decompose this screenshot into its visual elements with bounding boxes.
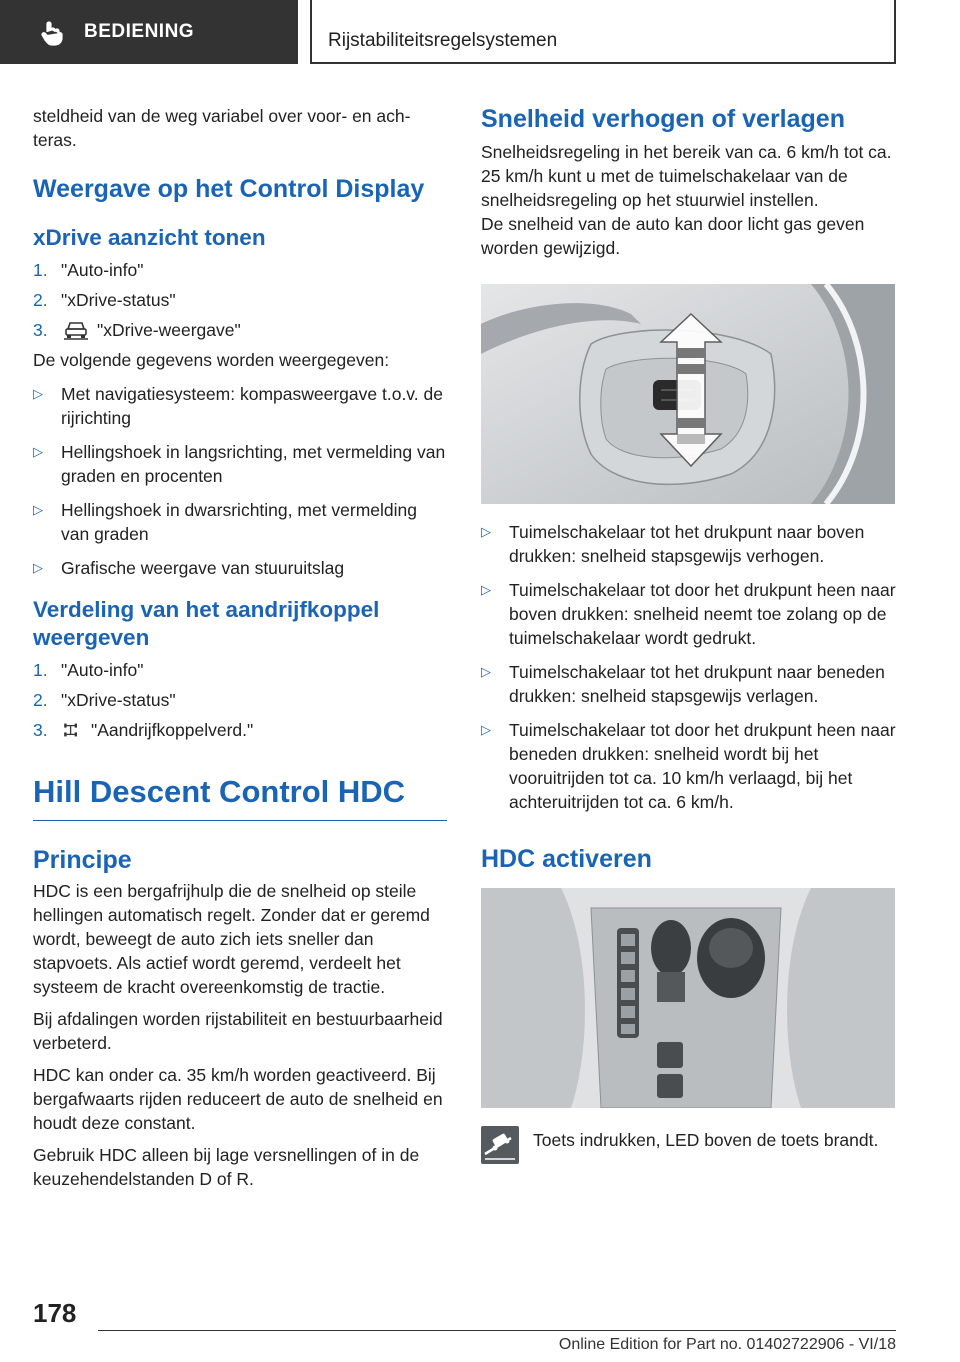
right-column [481, 104, 896, 1164]
breadcrumb [310, 0, 896, 64]
principe-text-1: HDC is een bergafrijhulp die de snelheid op steile hellingen automatisch regelt. Zonder dat er geremd wordt, beweegt de auto zich iets sneller dan stapvoets. Als actief wordt geremd, verdeelt het systeem de kracht overeenkomstig de tractie. [33, 881, 430, 997]
rocker-bullets [481, 520, 896, 814]
principe-text-2: Bij afdalingen worden rijstabiliteit en bestuurbaarheid verbeterd. [33, 1009, 443, 1053]
heading-rule [33, 820, 447, 821]
heading-torque: Verdeling van het aandrijfkoppel weergeven [33, 597, 380, 650]
heading-snelheid: Snelheid verhogen of verlagen [481, 105, 845, 133]
list-item: 1. "Auto-info" [33, 660, 144, 680]
drivetrain-icon [61, 719, 85, 741]
hill-descent-icon [481, 1126, 519, 1164]
hand-touch-icon [38, 18, 66, 46]
torque-steps [33, 658, 447, 742]
list-item: ▷ Hellingshoek in dwarsrichting, met vermelding van graden [33, 500, 417, 544]
footer-edition: Online Edition for Part no. 01402722906 - VI/18 [558, 1336, 896, 1353]
section-tab [0, 0, 298, 64]
list-item: ▷ Met navigatiesysteem: kompasweergave t.o.v. de rijrichting [33, 384, 443, 428]
triangle-bullet-icon: ▷ [481, 524, 491, 539]
triangle-bullet-icon: ▷ [481, 582, 491, 597]
heading-hdc: Hill Descent Control HDC [33, 774, 406, 809]
left-column [33, 104, 447, 1199]
triangle-bullet-icon: ▷ [33, 560, 43, 575]
list-item: ▷ Grafische weergave van stuuruitslag [33, 558, 345, 578]
triangle-bullet-icon: ▷ [481, 722, 491, 737]
steering-wheel-rocker-image [481, 284, 895, 504]
shown-intro: De volgende gegevens worden weergegeven: [33, 350, 390, 370]
list-item: ▷ Tuimelschakelaar tot het drukpunt naar beneden drukken: snelheid stapsgewijs verlagen. [481, 662, 885, 706]
list-item: 3. "Aandrijfkoppelverd." [33, 720, 254, 740]
principe-text-4: Gebruik HDC alleen bij lage versnellingen of in de keuzehendelstanden D of R. [33, 1145, 420, 1189]
heading-principe: Principe [33, 846, 132, 874]
list-item: ▷ Hellingshoek in langsrichting, met vermelding van graden en procenten [33, 442, 446, 486]
triangle-bullet-icon: ▷ [33, 502, 43, 517]
hdc-activate-text: Toets indrukken, LED boven de toets brandt. [533, 1130, 879, 1150]
hdc-activate-row [481, 1126, 896, 1164]
center-console-image [481, 888, 895, 1108]
section-title: BEDIENING [84, 21, 195, 42]
page-number: 178 [33, 1298, 77, 1328]
heading-xdrive: xDrive aanzicht tonen [33, 225, 266, 250]
triangle-bullet-icon: ▷ [33, 444, 43, 459]
triangle-bullet-icon: ▷ [481, 664, 491, 679]
list-item: 3. "xDrive-weergave" [33, 320, 241, 340]
breadcrumb-title: Rijstabiliteitsregelsystemen [328, 30, 558, 51]
heading-control-display: Weergave op het Control Display [33, 175, 425, 203]
display-bullets [33, 382, 447, 580]
footer-rule [98, 1330, 896, 1331]
list-item: ▷ Tuimelschakelaar tot door het drukpunt heen naar boven drukken: snelheid neemt toe zolang op de tuimelschakelaar wordt gedrukt. [481, 580, 896, 648]
intro-text: steldheid van de weg variabel over voor- en achteras. [33, 106, 411, 150]
xdrive-steps [33, 258, 447, 342]
list-item: 1. "Auto-info" [33, 260, 144, 280]
hdc-button-icon [481, 1126, 519, 1164]
list-item: ▷ Tuimelschakelaar tot door het drukpunt heen naar beneden drukken: snelheid wordt bij het vooruitrijden tot ca. 10 km/h verlaagd, bij het achteruitrijden tot ca. 6 km/h. [481, 720, 896, 812]
triangle-bullet-icon: ▷ [33, 386, 43, 401]
snelheid-text-1: Snelheidsregeling in het bereik van ca. 6 km/h tot ca. 25 km/h kunt u met de tuimelschakelaar van de snelheidsregeling op het stuurwiel instellen. [481, 142, 892, 210]
heading-activeren: HDC activeren [481, 845, 652, 873]
list-item: 2. "xDrive-status" [33, 290, 176, 310]
car-front-icon [61, 319, 91, 341]
principe-text-3: HDC kan onder ca. 35 km/h worden geactiveerd. Bij bergafwaarts rijden reduceert de auto de snelheid en houdt deze constant. [33, 1065, 443, 1133]
snelheid-text-2: De snelheid van de auto kan door licht gas geven worden gewijzigd. [481, 214, 865, 258]
list-item: ▷ Tuimelschakelaar tot het drukpunt naar boven drukken: snelheid stapsgewijs verhogen. [481, 522, 865, 566]
list-item: 2. "xDrive-status" [33, 690, 176, 710]
